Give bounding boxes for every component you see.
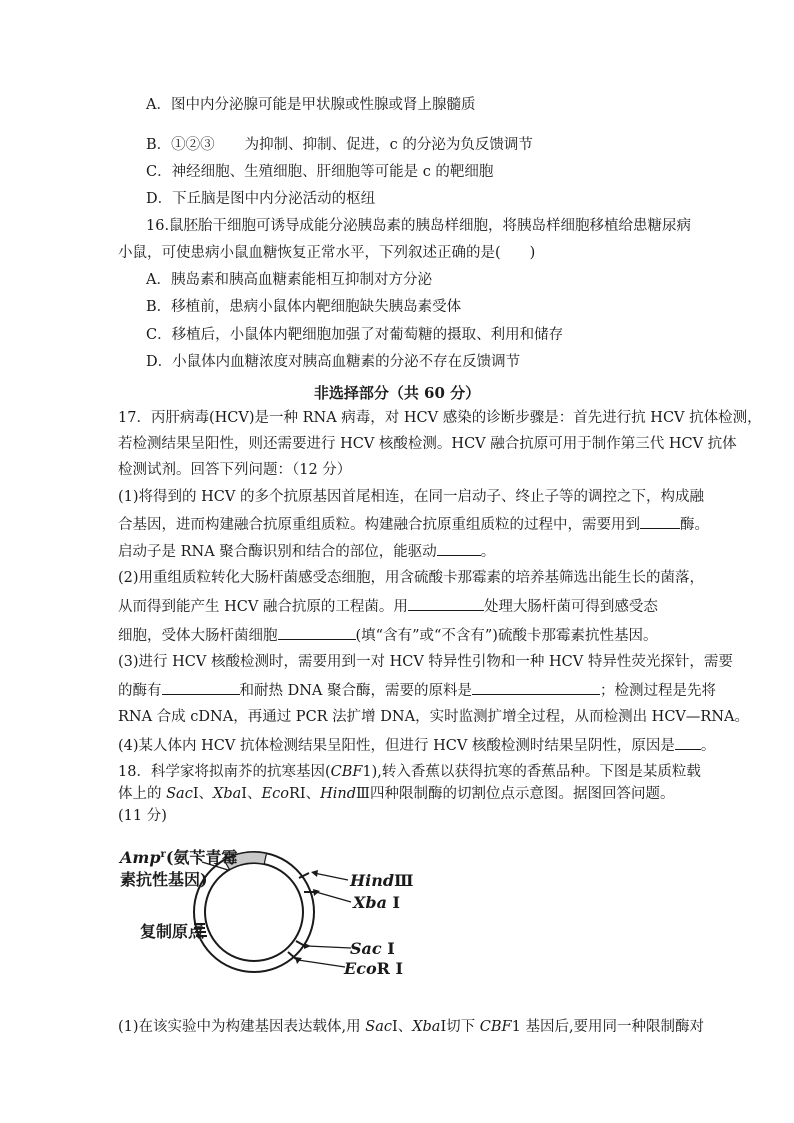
gene-name-cbf-2: CBF: [479, 1019, 512, 1035]
q17-line8: [118, 596, 658, 617]
q15-option-b: [146, 135, 533, 155]
plasmid-diagram: [118, 840, 414, 990]
q18-line4-end: 1 基因后,要用同一种限制酶对: [511, 1019, 705, 1035]
enzyme-sac-2: Sac: [365, 1019, 392, 1035]
q17-line11-mid: 和耐热 DNA 聚合酶，需要的原料是: [239, 683, 473, 699]
xba-label: Xba Ⅰ: [353, 893, 401, 912]
q15-option-d: D．下丘脑是图中内分泌活动的枢纽: [146, 191, 376, 207]
q17-line5-end: 酶。: [680, 517, 709, 533]
q18-line3: (11 分): [118, 808, 167, 824]
q16-option-b: B．移植前，患病小鼠体内靶细胞缺失胰岛素受体: [146, 299, 462, 315]
q16-stem-line2: 小鼠，可使患病小鼠血糖恢复正常水平，下列叙述正确的是( ): [118, 245, 536, 261]
hind-leader: [314, 873, 348, 880]
section-title: 非选择部分（共 60 分）: [313, 384, 481, 402]
q17-line7: (2)用重组质粒转化大肠杆菌感受态细胞，用含硫酸卡那霉素的培养基筛选出能生长的菌落，: [118, 570, 705, 586]
q17-line6-text: 启动子是 RNA 聚合酶识别和结合的部位，能驱动: [118, 544, 437, 560]
xba-leader: [316, 892, 351, 902]
q17-line12: RNA 合成 cDNA，再通过 PCR 法扩增 DNA，实时监测扩增全过程，从而检测出 HCV—RNA。: [118, 709, 749, 725]
enzyme-eco: Eco: [261, 786, 289, 802]
sep: Ⅰ、: [192, 786, 214, 802]
q18-line2-text: 体上的: [118, 786, 167, 802]
ori-label: 复制原点: [140, 922, 205, 941]
q16-option-d: D．小鼠体内血糖浓度对胰高血糖素的分泌不存在反馈调节: [146, 354, 521, 370]
q17-line13: [118, 735, 715, 756]
q17-line1: 17．丙肝病毒(HCV)是一种 RNA 病毒，对 HCV 感染的诊断步骤是：首先进行抗 HCV 抗体检测，: [118, 410, 762, 426]
eco-leader: [298, 960, 345, 967]
q16-option-c: C．移植后，小鼠体内靶细胞加强了对葡萄糖的摄取、利用和储存: [146, 327, 564, 343]
answer-blank-treatment[interactable]: [408, 596, 484, 611]
plasmid-outer-ring: [194, 852, 314, 972]
amp-label-line1: Amp$^r$(氨苄青霉: [120, 848, 238, 867]
q17-line10: (3)进行 HCV 核酸检测时，需要用到一对 HCV 特异性引物和一种 HCV 特异性荧光探针，需要: [118, 654, 733, 670]
q18-line4: [118, 1017, 704, 1037]
q17-line8-text: 从而得到能产生 HCV 融合抗原的工程菌。用: [118, 599, 408, 615]
plasmid-inner-ring: [205, 863, 303, 961]
enzyme-xba: Xba: [213, 786, 242, 802]
q18-line2-end: Ⅲ四种限制酶的切割位点示意图。据图回答问题。: [356, 786, 675, 802]
q16-stem-line1: 16.鼠胚胎干细胞可诱导成能分泌胰岛素的胰岛样细胞，将胰岛样细胞移植给患糖尿病: [146, 218, 692, 234]
enzyme-xba-2: Xba: [412, 1019, 441, 1035]
q18-line4-text: (1)在该实验中为构建基因表达载体,用: [118, 1019, 366, 1035]
q17-line3: 检测试剂。回答下列问题：（12 分）: [118, 462, 352, 478]
q17-line5-text: 合基因，进而构建融合抗原重组质粒。构建融合抗原重组质粒的过程中，需要用到: [118, 517, 640, 533]
q16-option-a: A．胰岛素和胰高血糖素能相互抑制对方分泌: [146, 272, 432, 288]
hind-label: HindⅢ: [350, 871, 414, 890]
enzyme-sac: Sac: [166, 786, 193, 802]
answer-blank-promoter[interactable]: [437, 541, 481, 556]
q17-line9: [118, 625, 657, 646]
q17-line13-end: 。: [700, 738, 716, 754]
q17-line2: 若检测结果呈阳性，则还需要进行 HCV 核酸检测。HCV 融合抗原可用于制作第三代 HCV 抗体: [118, 436, 737, 452]
q15-option-a: A．图中内分泌腺可能是甲状腺或性腺或肾上腺髓质: [146, 97, 476, 113]
q18-line1-text: 18．科学家将拟南芥的抗寒基因(: [118, 764, 331, 780]
q17-line9-end: (填“含有”或“不含有”)硫酸卡那霉素抗性基因。: [355, 628, 658, 644]
answer-blank-enzyme[interactable]: [640, 514, 680, 529]
sep: RⅠ、: [288, 786, 321, 802]
q17-line9-text: 细胞，受体大肠杆菌细胞: [118, 628, 278, 644]
q15-option-b-text: 为抑制、抑制、促进，c 的分泌为负反馈调节: [244, 137, 533, 153]
q17-line5: [118, 514, 709, 535]
enzyme-hind: Hind: [320, 786, 357, 802]
amp-label-line2: 素抗性基因): [120, 870, 208, 889]
q15-option-b-label: B．①②③: [146, 137, 215, 153]
sep: Ⅰ切下: [440, 1019, 480, 1035]
gene-name-cbf: CBF: [330, 764, 363, 780]
sep: Ⅰ、: [391, 1019, 413, 1035]
q17-line6: [118, 541, 495, 562]
q17-line13-text: (4)某人体内 HCV 抗体检测结果呈阳性，但进行 HCV 核酸检测时结果呈阴性，原因是: [118, 738, 675, 754]
q15-option-c: C．神经细胞、生殖细胞、肝细胞等可能是 c 的靶细胞: [146, 164, 494, 180]
eco-label: EcoR Ⅰ: [344, 959, 403, 978]
answer-blank-materials[interactable]: [472, 680, 600, 695]
sep: Ⅰ、: [241, 786, 262, 802]
sac-site-tick: [296, 941, 305, 946]
answer-blank-resistance[interactable]: [278, 625, 356, 640]
q17-line11-end: ；检测过程是先将: [600, 683, 717, 699]
q17-line4: (1)将得到的 HCV 的多个抗原基因首尾相连，在同一启动子、终止子等的调控之下，构成融: [118, 489, 704, 505]
q18-line2: [118, 784, 675, 804]
answer-blank-reason[interactable]: [675, 735, 701, 750]
sac-leader: [307, 946, 351, 948]
sac-label: Sac Ⅰ: [350, 939, 395, 958]
q17-line11: [118, 680, 716, 701]
q18-line1-end: 1),转入香蕉以获得抗寒的香蕉品种。下图是某质粒载: [362, 764, 701, 780]
q18-line1: [118, 762, 701, 782]
q17-line8-end: 处理大肠杆菌可得到感受态: [483, 599, 658, 615]
answer-blank-enzyme-2[interactable]: [162, 680, 240, 695]
q17-line11-text: 的酶有: [118, 683, 162, 699]
q17-line6-end: 。: [480, 544, 496, 560]
